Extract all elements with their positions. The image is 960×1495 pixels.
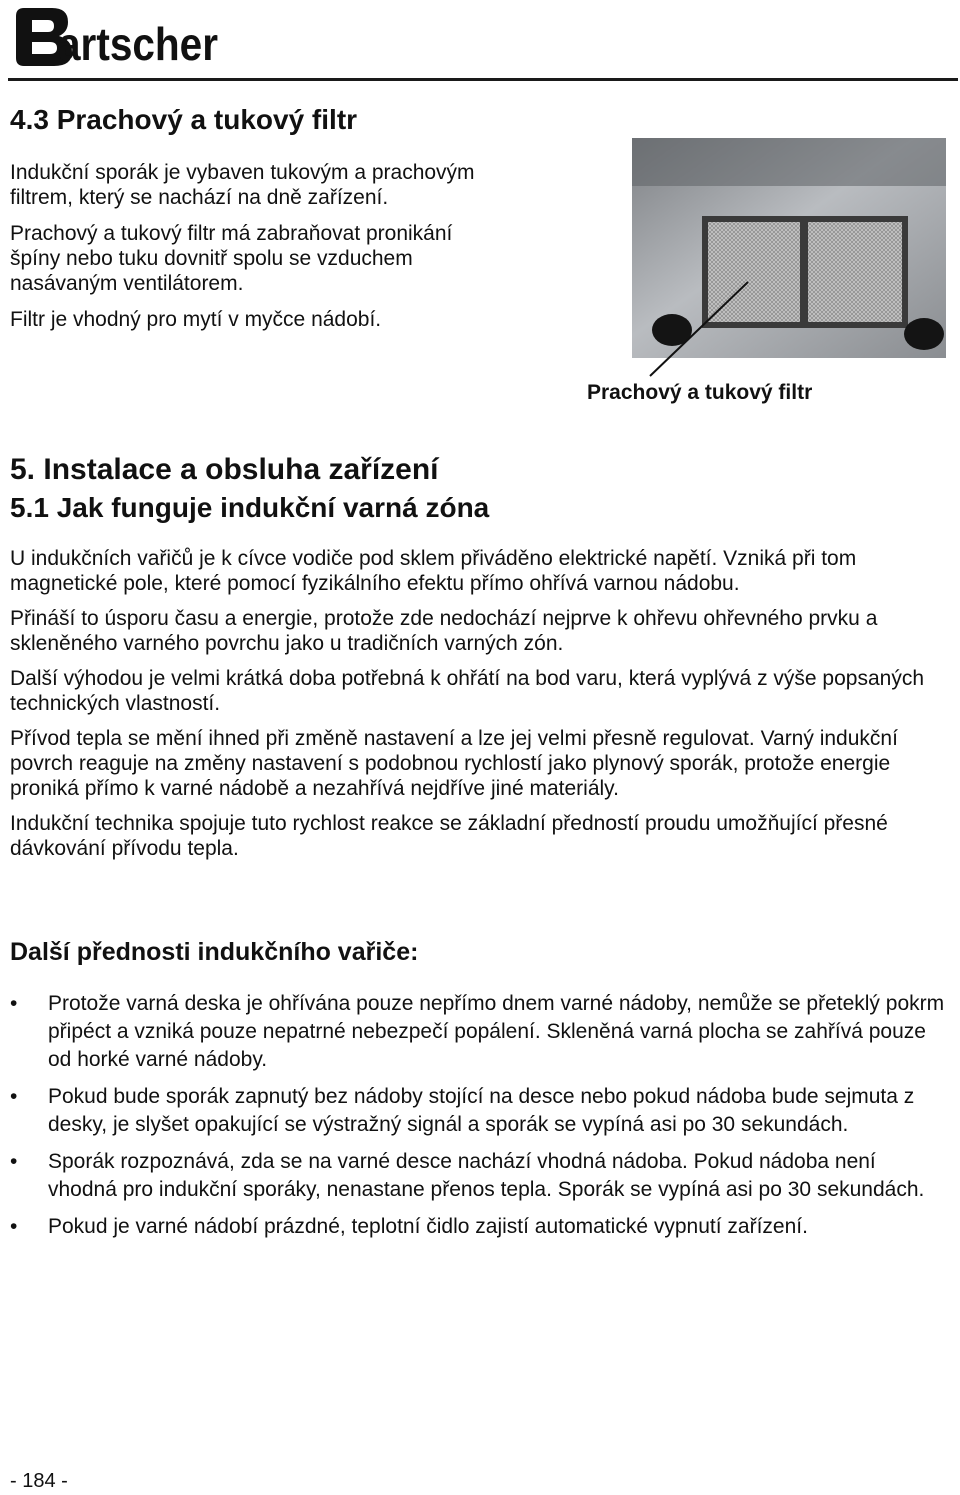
body-paragraph: Přináší to úsporu času a energie, protože zde nedochází nejprve k ohřevu ohřevného prvku a skleněného varného povrchu jako u tradičních varných zón.	[10, 607, 878, 655]
intro-paragraph: Filtr je vhodný pro mytí v myčce nádobí.	[10, 308, 382, 331]
advantages-list	[10, 990, 945, 1250]
bullet-icon: •	[10, 1150, 18, 1173]
intro-paragraph: Prachový a tukový filtr má zabraňovat pronikání špíny nebo tuku dovnitř spolu se vzduchem nasávaným ventilátorem.	[10, 222, 453, 295]
svg-text:artscher: artscher	[58, 18, 219, 70]
advantages-heading: Další přednosti indukčního vařiče:	[10, 938, 419, 966]
body-paragraph: Indukční technika spojuje tuto rychlost reakce se základní předností proudu umožňující přesné dávkování přívodu tepla.	[10, 812, 888, 860]
body-paragraph: U indukčních vařičů je k cívce vodiče pod sklem přiváděno elektrické napětí. Vzniká při tom magnetické pole, které pomocí fyzikálního efektu přímo ohřívá varnou nádobu.	[10, 547, 857, 595]
intro-text	[10, 160, 480, 343]
list-item-text: Pokud bude sporák zapnutý bez nádoby stojící na desce nebo pokud nádoba bude sejmuta z desky, je slyšet opakující se výstražný signál a sporák se vypíná asi po 30 sekundách.	[48, 1085, 915, 1136]
list-item-text: Protože varná deska je ohřívána pouze nepřímo dnem varné nádoby, nemůže se přeteklý pokrm připéct a vzniká pouze nepatrné nebezpečí popálení. Skleněná varná plocha se zahřívá pouze od horké varné nádoby.	[48, 992, 945, 1071]
caption-leader-line	[640, 270, 760, 390]
body-paragraph: Přívod tepla se mění ihned při změně nastavení a lze jej velmi přesně regulovat. Varný indukční povrch reaguje na změny nastavení s podobnou rychlostí jako plynový sporák, protože energie proniká přímo k varné nádobě a nezahřívá nejdříve jiné materiály.	[10, 727, 898, 800]
list-item-text: Sporák rozpoznává, zda se na varné desce nachází vhodná nádoba. Pokud nádoba není vhodná pro indukční sporáky, nenastane přenos tepla. Sporák se vypíná asi po 30 sekundách.	[48, 1150, 925, 1201]
list-item	[10, 1148, 945, 1204]
header-rule	[8, 78, 958, 81]
figure-caption: Prachový a tukový filtr	[587, 381, 813, 404]
section-heading-5: 5. Instalace a obsluha zařízení	[10, 453, 439, 486]
section-5-body	[10, 546, 945, 871]
list-item	[10, 1083, 945, 1139]
intro-paragraph: Indukční sporák je vybaven tukovým a prachovým filtrem, který se nachází na dně zařízení.	[10, 161, 475, 209]
bullet-icon: •	[10, 1085, 18, 1108]
list-item-text: Pokud je varné nádobí prázdné, teplotní čidlo zajistí automatické vypnutí zařízení.	[48, 1215, 808, 1238]
bullet-icon: •	[10, 992, 18, 1015]
body-paragraph: Další výhodou je velmi krátká doba potřebná k ohřátí na bod varu, která vyplývá z výše popsaných technických vlastností.	[10, 667, 924, 715]
bullet-icon: •	[10, 1215, 18, 1238]
bartscher-logo	[12, 4, 222, 70]
list-item	[10, 1213, 945, 1241]
section-heading-4-3: 4.3 Prachový a tukový filtr	[10, 104, 358, 135]
section-heading-5-1: 5.1 Jak funguje indukční varná zóna	[10, 492, 490, 523]
list-item	[10, 990, 945, 1074]
page-number: - 184 -	[10, 1470, 68, 1492]
